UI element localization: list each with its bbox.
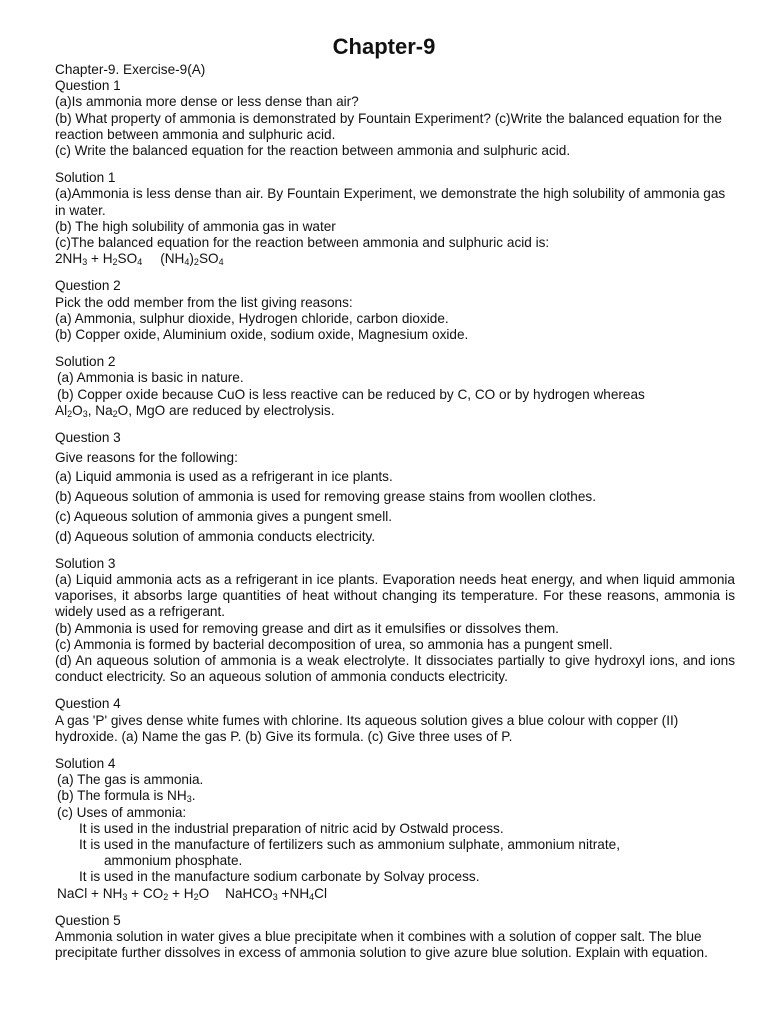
chemical-equation (55, 886, 735, 902)
solution-part: (a)Ammonia is less dense than air. By Fountain Experiment, we demonstrate the high solubility of ammonia gas in water. (55, 186, 726, 218)
question-part: (a)Is ammonia more dense or less dense than air? (55, 94, 359, 110)
document-body (55, 62, 735, 972)
question-label: Question 2 (55, 278, 121, 294)
solution-part: (c) Ammonia is formed by bacterial decomposition of urea, so ammonia has a pungent smell. (55, 636, 613, 652)
question-part: (b) What property of ammonia is demonstrated by Fountain Experiment? (c)Write the balanced equation for the reaction between ammonia and sulphuric acid. (55, 110, 722, 142)
solution-label: Solution 2 (55, 354, 116, 370)
question-label: Question 4 (55, 696, 121, 712)
question-text: Ammonia solution in water gives a blue precipitate when it combines with a solution of copper salt. The blue precipitate further dissolves in excess of ammonia solution to give azure blue solution. Explain with equation. (55, 929, 708, 961)
solution-part: (a) The gas is ammonia. (57, 772, 204, 788)
question-intro: Pick the odd member from the list giving reasons: (55, 294, 353, 310)
question-1 (55, 62, 735, 159)
question-label: Question 3 (55, 430, 121, 446)
question-part: (b) Copper oxide, Aluminium oxide, sodium oxide, Magnesium oxide. (55, 327, 469, 343)
question-label: Question 1 (55, 78, 121, 94)
question-part: (c) Write the balanced equation for the reaction between ammonia and sulphuric acid. (55, 143, 571, 159)
equation-lhs: $2NH_3 + H_2SO_4$ (55, 251, 143, 268)
solution-4 (55, 756, 735, 902)
question-5 (55, 913, 735, 962)
solution-part: (b) The high solubility of ammonia gas in water (55, 218, 336, 234)
use-item: It is used in the manufacture of fertilizers such as ammonium sulphate, ammonium nitrate, (79, 837, 620, 853)
question-intro: Give reasons for the following: (55, 449, 238, 465)
solution-part: (c) Uses of ammonia: (57, 804, 187, 820)
page-title: Chapter-9 (332, 34, 436, 59)
solution-part: (b) Ammonia is used for removing grease and dirt as it emulsifies or dissolves them. (55, 620, 559, 636)
solution-part-continued: $Al_2O_3$, $Na_2O$, MgO are reduced by electrolysis. (55, 402, 335, 419)
question-part: (a) Ammonia, sulphur dioxide, Hydrogen chloride, carbon dioxide. (55, 310, 449, 326)
solution-part: (a) Liquid ammonia acts as a refrigerant in ice plants. Evaporation needs heat energy, and when liquid ammonia vaporises, it absorbs large quantities of heat without changing its temperature. For these reasons, ammonia is widely used as a refrigerant. (55, 571, 735, 620)
equation-rhs: NaHCO$_3$ $+NH_4Cl$ (225, 885, 327, 902)
solution-1 (55, 170, 735, 267)
solution-part: (c)The balanced equation for the reaction between ammonia and sulphuric acid is: (55, 235, 550, 251)
question-part: (b) Aqueous solution of ammonia is used for removing grease stains from woollen clothes. (55, 489, 597, 505)
solution-label: Solution 4 (55, 756, 116, 772)
solution-part: (d) An aqueous solution of ammonia is a weak electrolyte. It dissociates partially to give hydroxyl ions, and ions conduct electricity. So an aqueous solution of ammonia conducts electricity. (55, 653, 735, 685)
solution-part: (a) Ammonia is basic in nature. (57, 370, 244, 386)
exercise-heading: Chapter-9. Exercise-9(A) (55, 62, 206, 77)
question-part: (a) Liquid ammonia is used as a refrigerant in ice plants. (55, 469, 393, 485)
question-part: (d) Aqueous solution of ammonia conducts electricity. (55, 528, 376, 544)
question-part: (c) Aqueous solution of ammonia gives a pungent smell. (55, 508, 393, 524)
solution-label: Solution 1 (55, 170, 116, 186)
use-item: It is used in the industrial preparation of nitric acid by Ostwald process. (79, 820, 504, 836)
question-label: Question 5 (55, 912, 121, 928)
solution-2 (55, 354, 735, 419)
use-item-continued: ammonium phosphate. (104, 853, 243, 869)
question-4 (55, 696, 735, 745)
use-item: It is used in the manufacture sodium carbonate by Solvay process. (79, 869, 480, 885)
question-2 (55, 278, 735, 343)
equation-lhs: NaCl + $NH_3 + CO_2 + H_2O$ (57, 885, 210, 902)
solution-3 (55, 556, 735, 686)
solution-label: Solution 3 (55, 555, 116, 571)
chemical-equation (55, 251, 735, 267)
question-text: A gas 'P' gives dense white fumes with chlorine. Its aqueous solution gives a blue colour with copper (II) hydroxide. (a) Name the gas P. (b) Give its formula. (c) Give three uses of P. (55, 712, 679, 744)
equation-rhs: $(NH_4)_2SO_4$ (160, 251, 224, 268)
solution-part: (b) The formula is $NH_3$. (57, 788, 196, 805)
question-3 (55, 430, 735, 545)
solution-part: (b) Copper oxide because CuO is less reactive can be reduced by C, CO or by hydrogen whereas (57, 386, 645, 402)
